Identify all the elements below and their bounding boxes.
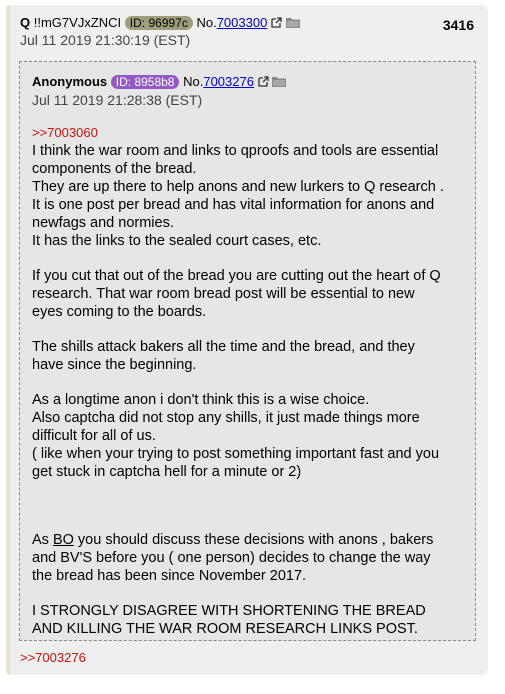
body-line: I think the war room and links to qproofs and tools are essential	[32, 143, 439, 159]
tripcode: !!mG7VJxZNCI	[33, 15, 122, 30]
body-line: The shills attack bakers all the time and the bread, and they	[32, 339, 415, 355]
quoted-post	[19, 61, 476, 641]
id-value: 96997c	[148, 16, 188, 30]
poster-name: Q	[20, 15, 31, 30]
footer-reply-link[interactable]: >>7003276	[20, 650, 86, 665]
body-line: get stuck in captcha hell for a minute or 2)	[32, 464, 302, 480]
post-number-label: No.	[183, 74, 204, 89]
text-fragment: As	[32, 532, 53, 548]
quoted-post-number-link[interactable]: 7003276	[203, 74, 254, 89]
post-number-link[interactable]: 7003300	[216, 15, 268, 30]
body-line: components of the bread.	[32, 161, 197, 177]
external-link-icon[interactable]	[271, 16, 282, 31]
body-line: ( like when your trying to post something important fast and you	[32, 446, 440, 462]
body-line: difficult for all of us.	[32, 428, 156, 444]
body-line: newfags and normies.	[32, 215, 174, 231]
external-link-icon[interactable]	[258, 75, 269, 90]
body-line: As a longtime anon i don't think this is a wise choice.	[32, 392, 370, 408]
body-line: If you cut that out of the bread you are cutting out the heart of Q	[32, 268, 441, 284]
body-line: the bread has been since November 2017.	[32, 568, 307, 584]
post-number-label: No.	[196, 15, 217, 30]
bo-abbrev: BO	[52, 532, 74, 548]
post-date: Jul 11 2019 21:30:19 (EST)	[20, 32, 191, 48]
quoted-post-header	[32, 74, 286, 90]
q-post	[6, 5, 488, 675]
body-line: have since the beginning.	[32, 357, 197, 373]
folder-icon[interactable]	[272, 75, 286, 90]
text-fragment: you should discuss these decisions with anons , bakers	[73, 532, 434, 548]
post-accent-bar	[6, 5, 10, 675]
folder-icon[interactable]	[286, 16, 300, 31]
quoted-poster-name: Anonymous	[32, 74, 108, 89]
body-line	[32, 531, 472, 549]
reply-link[interactable]: >>7003060	[32, 125, 98, 140]
id-value: 8958b8	[134, 75, 175, 89]
body-line: I STRONGLY DISAGREE WITH SHORTENING THE BREAD	[32, 603, 426, 619]
body-line: research. That war room bread post will be essential to new	[32, 286, 415, 302]
body-line: eyes coming to the boards.	[32, 304, 207, 320]
quoted-id-badge[interactable]	[111, 75, 180, 89]
body-line: It has the links to the sealed court cases, etc.	[32, 233, 322, 249]
body-line: It is one post per bread and has vital information for anons and	[32, 197, 435, 213]
id-label: ID:	[129, 16, 146, 30]
quoted-post-date: Jul 11 2019 21:28:38 (EST)	[32, 92, 203, 108]
post-count: 3416	[442, 17, 474, 33]
post-header	[20, 15, 300, 31]
poster-id-badge[interactable]	[125, 16, 193, 30]
id-label: ID:	[115, 75, 132, 89]
body-line: They are up there to help anons and new lurkers to Q research .	[32, 179, 444, 195]
body-line: Also captcha did not stop any shills, it just made things more	[32, 410, 420, 426]
body-line: AND KILLING THE WAR ROOM RESEARCH LINKS POST.	[32, 621, 418, 637]
quoted-post-body	[32, 124, 472, 638]
body-line: and BV'S before you ( one person) decides to change the way	[32, 550, 431, 566]
